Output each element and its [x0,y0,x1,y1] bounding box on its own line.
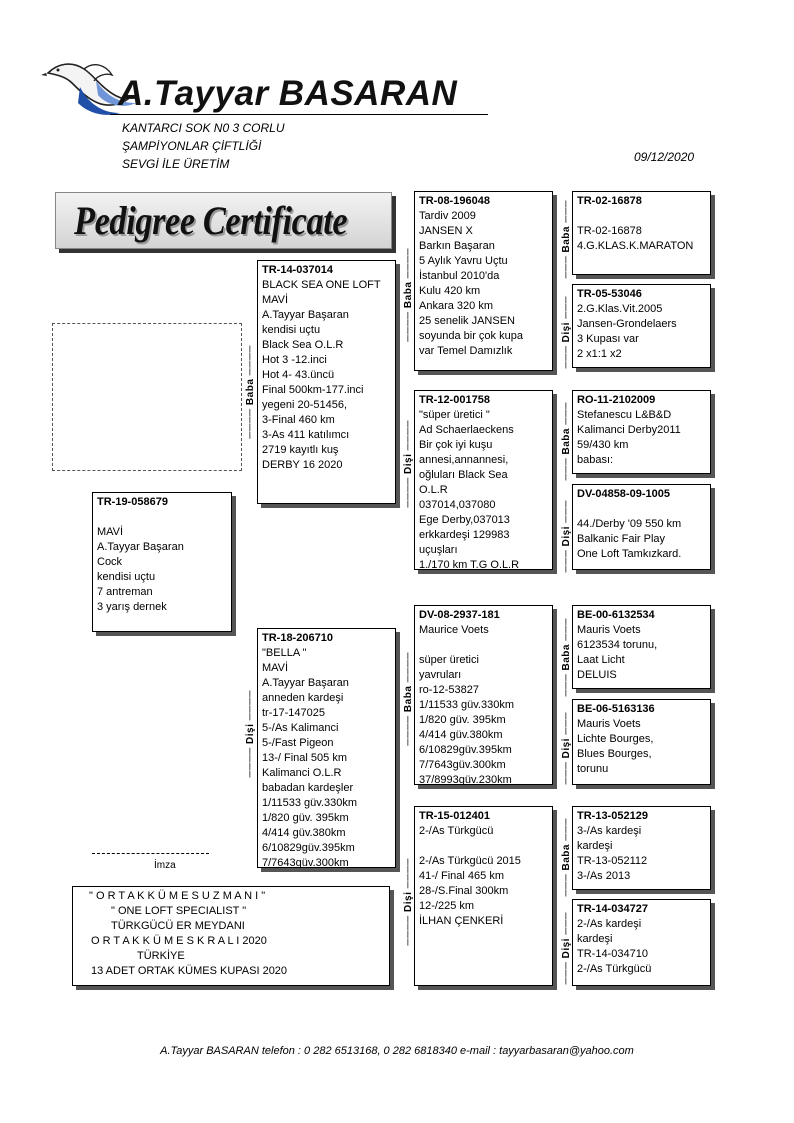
dsd-connector-label: ─── Dişi ─── [561,712,572,785]
card-line: yavruları [419,669,462,681]
card-line [577,209,706,224]
card-line: TR-02-16878 [577,225,642,237]
breeder-name: A.Tayyar BASARAN [118,74,458,113]
card-line: ro-12-53827 [419,684,479,696]
card-line: A.Tayyar Başaran [97,541,184,553]
card-line [419,638,548,653]
info-line: TÜRKGÜCÜ ER MEYDANI [111,920,245,932]
card-line: 4/414 güv.380km [262,827,346,839]
page-title: Pedigree Certificate [74,198,348,243]
sss-card [572,191,711,275]
ring-number: TR-08-196048 [419,195,490,207]
card-line: kendisi uçtu [262,324,321,336]
card-line: 5-/As Kalimanci [262,722,339,734]
card-line: 1/11533 güv.330km [419,699,514,711]
card-line: Ankara 320 km [419,300,493,312]
card-line: 37/8993güv.230km [419,774,512,785]
info-line: 13 ADET ORTAK KÜMES KUPASI 2020 [91,965,288,977]
card-line: Mauris Voets [577,624,641,636]
sds-connector-label: ─── Baba ─── [561,402,572,481]
card-line: 7 antreman [97,586,153,598]
card-line: Jansen-Grondelaers [577,318,677,330]
card-line: Kalimanci O.L.R [262,767,342,779]
card-line: Ad Schaerlaeckens [419,424,514,436]
card-line: 41-/ Final 465 km [419,870,504,882]
info-line: TÜRKİYE [137,950,185,962]
card-line: Hot 3 -12.inci [262,354,327,366]
card-line: 13-/ Final 505 km [262,752,347,764]
card-line: Barkın Başaran [419,240,495,252]
dss-connector-label: ─── Baba ─── [561,618,572,697]
card-line: "BELLA " [262,647,307,659]
card-line: babası: [577,454,614,466]
certificate-date: 09/12/2020 [634,150,695,164]
signature-label: İmza [154,860,176,871]
card-line: 2.G.Klas.Vit.2005 [577,303,663,315]
card-line: 3-/As 2013 [577,870,631,882]
photo-placeholder [52,323,242,471]
card-line: 12-/225 km [419,900,475,912]
card-line: One Loft Tamkızkard. [577,548,682,560]
ring-number: TR-05-53046 [577,288,642,300]
card-line: 6/10829güv.395km [262,842,355,854]
ring-number: TR-15-012401 [419,810,490,822]
dds-card [572,806,711,890]
card-line: 25 senelik JANSEN [419,315,515,327]
card-line: İstanbul 2010'da [419,270,500,282]
card-line [97,510,227,525]
card-line: Hot 4- 43.üncü [262,369,335,381]
card-line: 1./170 km T.G O.L.R [419,559,520,570]
header-motto: SEVGİ İLE ÜRETİM [122,157,230,171]
card-line: TR-14-034710 [577,948,648,960]
ddd-connector-label: ─── Dişi ─── [561,912,572,985]
card-line: 3-Final 460 km [262,414,335,426]
card-line: 3 yarış dernek [97,601,167,613]
card-line: TR-13-052112 [577,855,648,867]
card-line: 3-/As kardeşi [577,825,642,837]
card-line: 2-/As kardeşi [577,918,642,930]
ddd-card [572,899,711,986]
card-line: oğluları Black Sea [419,469,508,481]
card-line: Tardiv 2009 [419,210,476,222]
card-line: var Temel Damızlık [419,345,513,357]
card-line: Bir çok iyi kuşu [419,439,493,451]
card-line: A.Tayyar Başaran [262,677,349,689]
ds-connector-label: ──── Baba ──── [403,652,414,746]
card-line: yegeni 20-51456, [262,399,348,411]
card-line: 59/430 km [577,439,629,451]
card-line: kardeşi [577,840,613,852]
card-line: Maurice Voets [419,624,489,636]
card-line: MAVİ [262,294,289,306]
ring-number: BE-00-6132534 [577,609,655,621]
card-line: tr-17-147025 [262,707,325,719]
title-banner [55,192,392,249]
sd-connector-label: ──── Dişi ──── [403,420,414,508]
card-line: 28-/S.Final 300km [419,885,509,897]
card-line: DERBY 16 2020 [262,459,343,471]
card-line: 4.G.KLAS.K.MARATON [577,240,694,252]
header-divider [110,114,488,115]
ring-number: TR-13-052129 [577,810,648,822]
dsd-card [572,699,711,785]
dam-sire-card [414,605,553,785]
card-line: 3 Kupası var [577,333,639,345]
sire-connector-label: ──── Baba ──── [245,345,256,439]
ss-connector-label: ──── Baba ──── [403,248,414,342]
card-line: İLHAN ÇENKERİ [419,915,504,927]
card-line: babadan kardeşler [262,782,354,794]
card-line: DELUIS [577,669,617,681]
card-line: Cock [97,556,123,568]
ring-number: TR-18-206710 [262,632,333,644]
card-line: Lichte Bourges, [577,733,654,745]
sss-connector-label: ─── Baba ─── [561,200,572,279]
card-line: anneden kardeşi [262,692,344,704]
card-line: 5-/Fast Pigeon [262,737,334,749]
card-line: BLACK SEA ONE LOFT [262,279,381,291]
card-line: Balkanic Fair Play [577,533,666,545]
dds-connector-label: ─── Baba ─── [561,818,572,897]
card-line: 5 Aylık Yavru Uçtu [419,255,508,267]
card-line: O.L.R [419,484,448,496]
sire-card [257,260,396,504]
ring-number: TR-02-16878 [577,195,642,207]
card-line: 3-As 411 katılımcı [262,429,350,441]
card-line: Laat Licht [577,654,625,666]
ring-number: TR-14-037014 [262,264,333,276]
ring-number: RO-11-2102009 [577,394,656,406]
card-line: torunu [577,763,609,775]
signature-line [92,853,209,854]
card-line: 2-/As Türkgücü 2015 [419,855,521,867]
card-line: 6123534 torunu, [577,639,658,651]
card-line: 2 x1:1 x2 [577,348,622,360]
ring-number: DV-04858-09-1005 [577,488,670,500]
card-line: 1/11533 güv.330km [262,797,357,809]
ssd-card [572,284,711,368]
card-line: 1/820 güv. 395km [419,714,506,726]
ring-number: DV-08-2937-181 [419,609,500,621]
card-line: kendisi uçtu [97,571,156,583]
dam-dam-card [414,806,553,986]
card-line: 6/10829güv.395km [419,744,512,756]
header-address: KANTARCI SOK N0 3 CORLU [122,121,285,135]
sdd-card [572,484,711,570]
card-line: 44./Derby '09 550 km [577,518,682,530]
card-line [577,502,706,517]
card-line: soyunda bir çok kupa [419,330,523,342]
card-line: Kalimanci Derby2011 [577,424,681,436]
card-line: MAVİ [97,526,124,538]
dd-connector-label: ──── Dişi ──── [403,858,414,946]
card-line: Mauris Voets [577,718,641,730]
ring-number: TR-12-001758 [419,394,490,406]
card-line: 7/7643güv.300km [262,857,349,868]
card-line: 4/414 güv.380km [419,729,503,741]
card-line: Stefanescu L&B&D [577,409,672,421]
card-line: Final 500km-177.inci [262,384,364,396]
header-farm: ŞAMPİYONLAR ÇİFTLİĞİ [122,139,262,153]
card-line: 2-/As Türkgücü [419,825,494,837]
card-line: Kulu 420 km [419,285,481,297]
card-line: annesi,annannesi, [419,454,509,466]
sdd-connector-label: ─── Dişi ─── [561,500,572,573]
card-line: 037014,037080 [419,499,496,511]
pigeon-card [92,492,232,632]
footer-contact: A.Tayyar BASARAN telefon : 0 282 6513168, 0 282 6818340 e-mail : tayyarbasaran@yahoo.com [160,1045,634,1057]
info-line: " O R T A K K Ü M E S U Z M A N I " [89,890,266,902]
card-line: erkkardeşi 129983 [419,529,510,541]
info-line: " ONE LOFT SPECIALIST " [111,905,247,917]
card-line: kardeşi [577,933,613,945]
card-line: Ege Derby,037013 [419,514,510,526]
card-line: Blues Bourges, [577,748,652,760]
card-line: 2719 kayıtlı kuş [262,444,339,456]
card-line: süper üretici [419,654,479,666]
card-line: 7/7643güv.300km [419,759,506,771]
ssd-connector-label: ─── Dişi ─── [561,296,572,369]
dss-card [572,605,711,689]
dam-connector-label: ──── Dişi ──── [245,690,256,778]
card-line: "süper üretici " [419,409,490,421]
card-line: 1/820 güv. 395km [262,812,349,824]
ring-number: TR-14-034727 [577,903,648,915]
card-line: Black Sea O.L.R [262,339,344,351]
sire-sire-card [414,191,553,371]
info-line: O R T A K K Ü M E S K R A L I 2020 [91,935,267,947]
sds-card [572,390,711,474]
card-line: 2-/As Türkgücü [577,963,652,975]
card-line: A.Tayyar Başaran [262,309,349,321]
specialist-info-box [72,886,390,986]
card-line: JANSEN X [419,225,473,237]
card-line [419,839,548,854]
dam-card [257,628,396,868]
card-line: uçuşları [419,544,458,556]
card-line: MAVİ [262,662,289,674]
sire-dam-card [414,390,553,570]
ring-number: BE-06-5163136 [577,703,655,715]
ring-number: TR-19-058679 [97,496,168,508]
